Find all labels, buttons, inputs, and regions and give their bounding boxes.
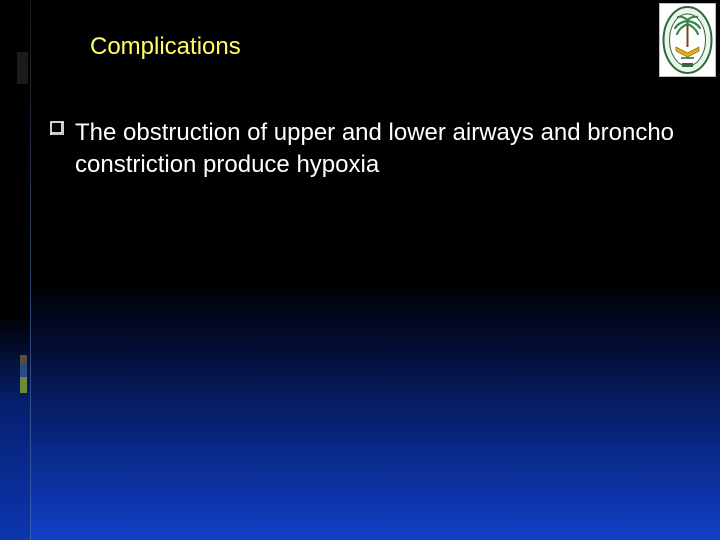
decorative-square: [17, 52, 28, 84]
decorative-bar-bottom: [20, 377, 27, 393]
decorative-bar-middle: [20, 363, 27, 377]
decorative-bar-top: [20, 355, 27, 363]
margin-divider-line: [30, 0, 31, 540]
university-emblem-icon: [659, 3, 716, 77]
slide-title: Complications: [90, 33, 241, 60]
square-checkbox-bullet-icon: [50, 121, 64, 135]
bullet-text: The obstruction of upper and lower airways and broncho constriction produce hypoxia: [75, 119, 675, 178]
